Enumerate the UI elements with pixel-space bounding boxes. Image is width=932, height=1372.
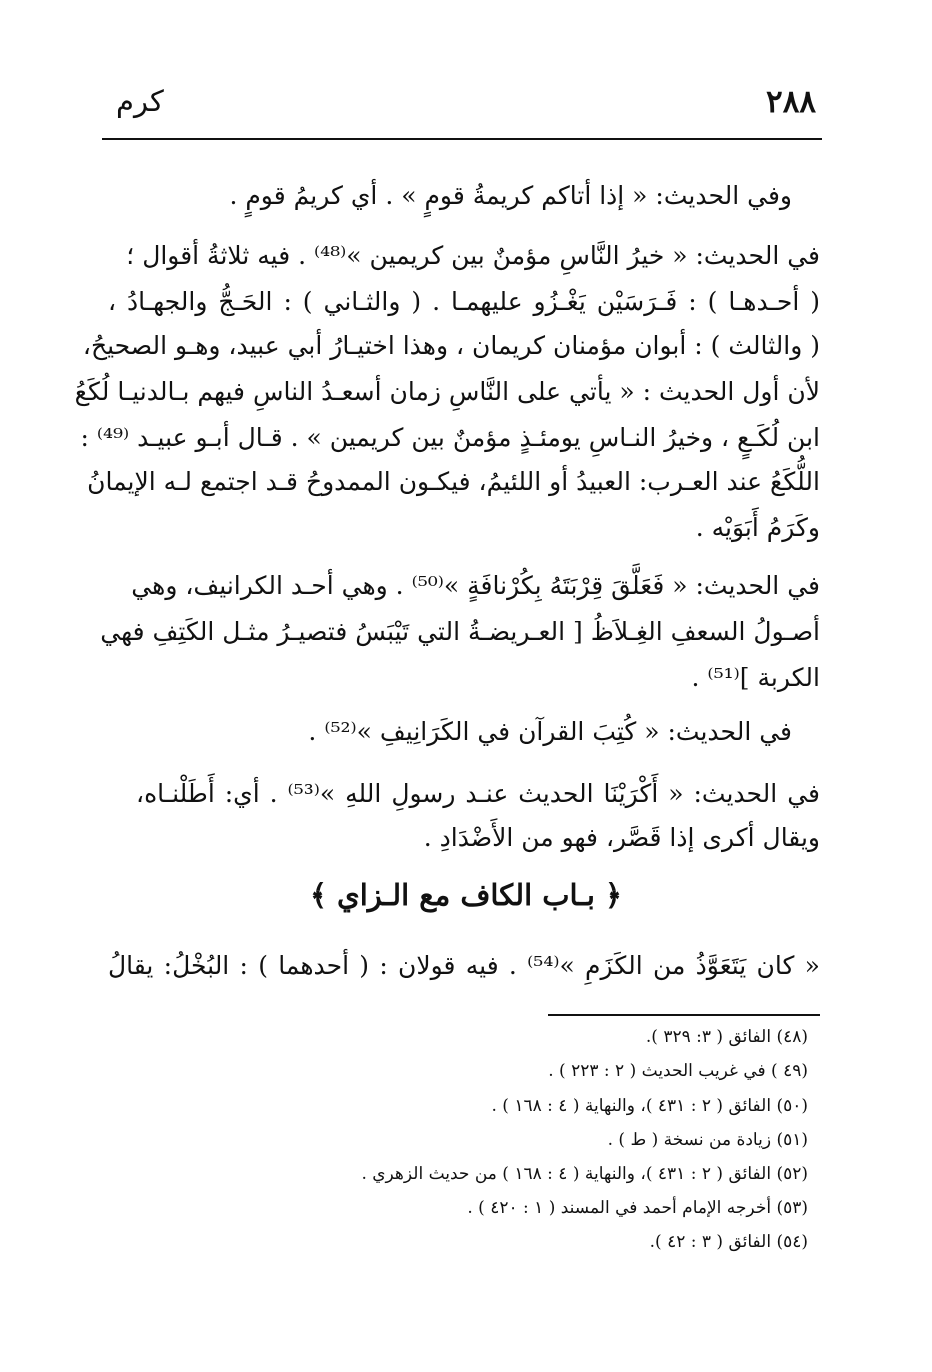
header-rule xyxy=(102,138,822,140)
chapter-heading: ﴿ بـاب الكاف مع الـزاي ﴾ xyxy=(309,878,623,912)
paragraph-2-line-2: ( أحـدهـا ) : فَـرَسَيْن يَغْـزُو عليهمـا . ( والثـاني ) : الحَـجُّ والجهـادُ ، xyxy=(108,287,820,316)
paragraph-5-line-1: في الحديث: « أَكْرَيْنَا الحديث عنـد رسولِ اللهِ »⁽⁵³⁾ . أي: أَطَلْنـاه، xyxy=(136,779,820,808)
footnote-51: (٥١) زيادة من نسخة ( ط ) . xyxy=(607,1130,808,1150)
paragraph-3-line-3: الكربة ]⁽⁵¹⁾ . xyxy=(691,663,820,692)
footnote-48: (٤٨) الفائق ( ٣: ٣٢٩ ). xyxy=(645,1027,808,1047)
paragraph-2-line-5: ابن لُكَـعٍ ، وخيرُ النـاسِ يومئـذٍ مؤمنٌ بين كريمين » . قـال أبـو عبيـد ⁽⁴⁹⁾ : xyxy=(80,423,820,452)
running-head xyxy=(106,78,820,130)
paragraph-1-line-1: وفي الحديث: « إذا أتاكم كريمةُ قومٍ » . أي كريمُ قومٍ . xyxy=(229,181,792,210)
footnote-50: (٥٠) الفائق ( ٢ : ٤٣١ )، والنهاية ( ٤ : ١٦٨ ) . xyxy=(491,1096,808,1116)
footnote-49: (٤٩ ) في غريب الحديث ( ٢ : ٢٢٣ ) . xyxy=(548,1061,808,1081)
paragraph-2-line-3: ( والثالث ) : أبوان مؤمنان كريمان ، وهذا اختيـارُ أبي عبيد، وهـو الصحيحُ، xyxy=(82,331,820,360)
paragraph-5-line-2: ويقال أكرى إذا قَصَّر، فهو من الأَضْدَادِ . xyxy=(423,823,820,852)
section-title: كرم xyxy=(116,84,164,118)
paragraph-6-line-1: « كان يَتَعَوَّذُ من الكَزَمِ »⁽⁵⁴⁾ . فيه قولان : ( أحدهما ) : البُخْلُ: يقالُ xyxy=(108,951,820,980)
paragraph-2-line-1: في الحديث: « خيرُ النَّاسِ مؤمنٌ بين كريمين »⁽⁴⁸⁾ . فيه ثلاثةُ أقوال ؛ xyxy=(126,241,820,270)
footnote-rule xyxy=(548,1014,820,1016)
footnote-53: (٥٣) أخرجه الإمام أحمد في المسند ( ١ : ٤٢٠ ) . xyxy=(467,1198,808,1218)
paragraph-2-line-7: وكَرَمُ أَبَوَيْه . xyxy=(695,513,820,542)
paragraph-2-line-6: اللُّكَعُ عند العـرب: العبيدُ أو اللئيمُ، فيكـون الممدوحُ قـد اجتمع لـه الإيمانُ xyxy=(87,467,820,496)
page-number: ٢٨٨ xyxy=(766,84,816,120)
paragraph-2-line-4: لأن أول الحديث : « يأتي على النَّاسِ زمان أسعـدُ الناسِ فيهم بـالدنيـا لُكَعُ xyxy=(74,377,820,406)
footnote-54: (٥٤) الفائق ( ٣ : ٤٢ ). xyxy=(649,1232,808,1252)
paragraph-4-line-1: في الحديث: « كُتِبَ القرآن في الكَرَانِيفِ »⁽⁵²⁾ . xyxy=(308,717,792,746)
paragraph-3-line-1: في الحديث: « فَعَلَّقَ قِرْبَتَهُ بِكُرْنافَةٍ »⁽⁵⁰⁾ . وهي أحـد الكرانيف، وهي xyxy=(131,571,820,600)
footnote-52: (٥٢) الفائق ( ٢ : ٤٣١ )، والنهاية ( ٤ : ١٦٨ ) من حديث الزهري . xyxy=(361,1164,808,1184)
paragraph-3-line-2: أصـولُ السعفِ الغِـلاَظُ [ العـريضـةُ التي تَيْبَسُ فتصيـرُ مثـل الكَتِفِ فهي xyxy=(100,617,820,646)
